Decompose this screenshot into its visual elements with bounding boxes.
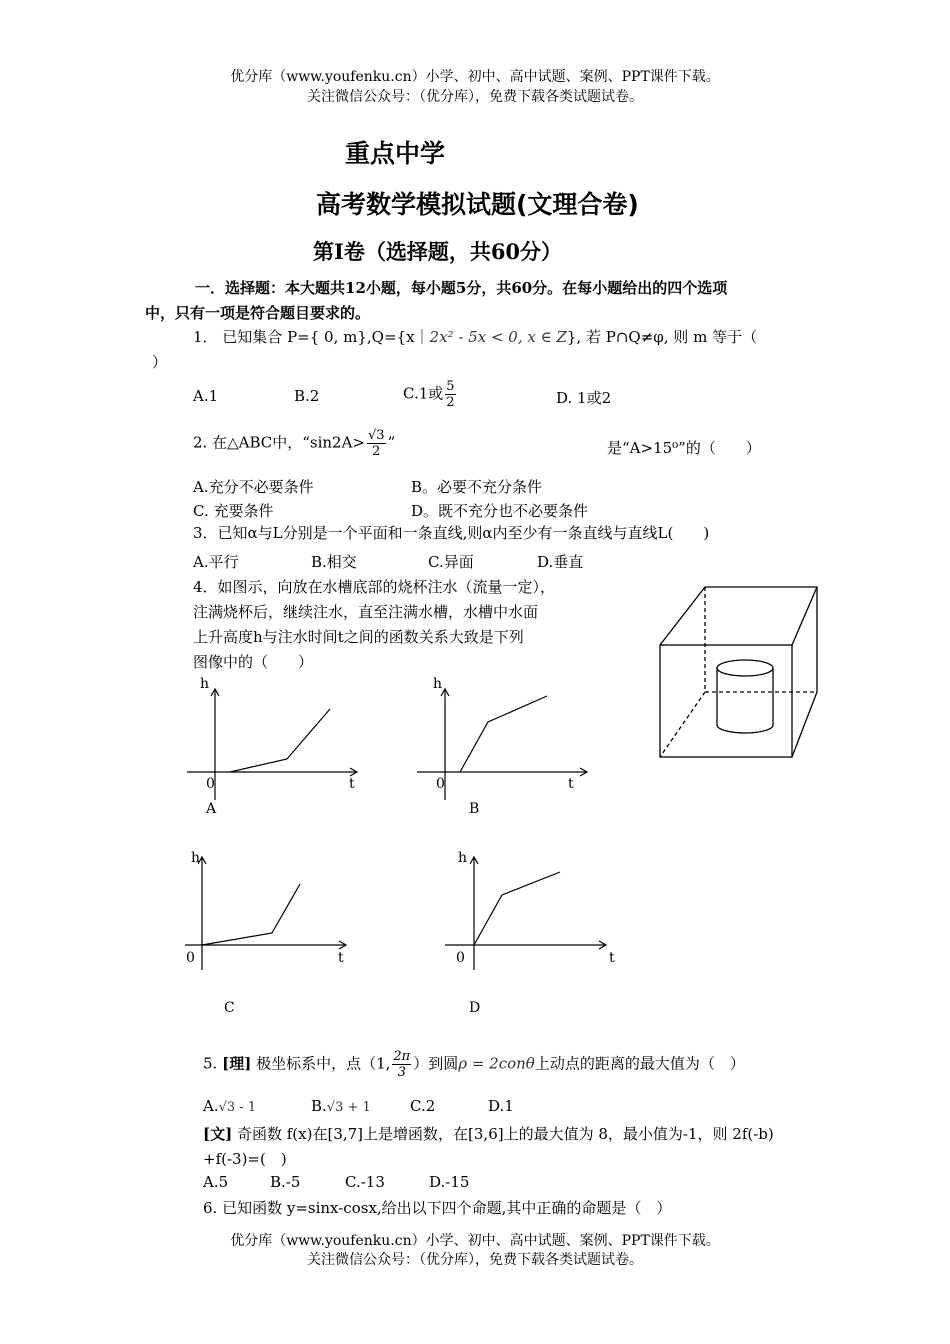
q4-line-2: 注满烧杯后，继续注水，直至注满水槽，水槽中水面 [193,603,539,621]
graph-b [410,672,610,822]
q1-option-c-denominator: 2 [446,395,455,410]
graph-a-t-label: t [349,776,355,792]
q2-fraction-denominator: 2 [372,444,381,459]
q3-option-a: A.平行 [193,553,239,571]
question-2 [193,428,395,459]
q1-option-c-numerator: 5 [446,379,455,394]
q5-number: 5. [203,1054,218,1073]
graph-b-t-label: t [568,776,574,792]
q2-option-b: B。必要不充分条件 [411,478,543,496]
q5-option-a [203,1097,256,1115]
question-6: 6. 已知函数 y=sinx-cosx,给出以下四个命题,其中正确的命题是（ ） [203,1199,672,1217]
q5-fraction-numerator: 2π [393,1049,411,1064]
q2-fraction [367,428,386,459]
q5-tag-wen: [文] [203,1125,233,1143]
instructions-line-1: 一．选择题：本大题共12小题，每小题5分，共60分。在每小题给出的四个选项 [195,279,728,297]
school-title: 重点中学 [345,139,446,168]
q1-close-paren: ） [152,353,168,371]
header-line-1: 优分库（www.youfenku.cn）小学、初中、高中试题、案例、PPT课件下载。 [230,69,720,85]
exam-title: 高考数学模拟试题(文理合卷) [316,190,639,219]
header-line-2: 关注微信公众号：（优分库），免费下载各类试题试卷。 [307,89,643,105]
graph-a [180,672,380,822]
q5-text-1: 极坐标系中，点（1, [256,1054,391,1073]
q5-tag-li: [理] [222,1054,252,1073]
q5-fraction [392,1049,411,1080]
q3-option-d: D.垂直 [537,553,584,571]
q5-fraction-denominator: 3 [397,1065,406,1080]
q4-line-3: 上升高度h与注水时间t之间的函数关系大致是下列 [193,628,524,646]
graph-d-h-label: h [458,850,468,866]
graph-a-label: A [206,801,217,817]
q5-option-b-letter: B. [311,1097,327,1115]
q1-option-d: D. 1或2 [556,389,612,407]
q5-wen-option-c: C.-13 [345,1173,385,1191]
q3-option-b: B.相交 [311,553,357,571]
q5-wen-option-b: B.-5 [270,1173,301,1191]
q5-option-a-expr: √3 - 1 [218,1100,257,1115]
q1-option-b: B.2 [294,387,320,405]
question-3: 3．已知α与L分别是一个平面和一条直线,则α内至少有一条直线与直线L( ) [193,524,710,542]
q1-option-c [403,379,458,410]
graph-c-label: C [224,1000,235,1016]
tank-top-face [660,587,817,645]
graph-b-h-label: h [433,676,443,692]
graph-d-origin: 0 [456,950,465,966]
q5-text-2: ）到圆 [413,1054,459,1073]
tank-hidden-edges [660,587,817,757]
question-5 [203,1049,745,1080]
graph-c-origin: 0 [186,950,195,966]
q5-wen-line-1 [203,1123,774,1144]
graph-c-h-label: h [191,850,201,866]
q2-text-post: ” [387,433,396,452]
graph-b-curve [460,696,547,772]
tank-right-face [792,587,817,757]
q2-option-d: D。既不充分也不必要条件 [411,502,589,520]
graph-a-h-label: h [200,676,210,692]
graph-c-curve [202,884,300,945]
graph-a-curve [230,709,330,772]
graph-d-t-label: t [609,950,615,966]
q1-option-a: A.1 [193,387,219,405]
q2-tail: 是“A>15⁰”的（ ） [607,439,761,457]
graph-c-t-label: t [338,950,344,966]
q2-option-a: A.充分不必要条件 [193,478,314,496]
q5-option-c: C.2 [410,1097,436,1115]
q4-line-4: 图像中的（ ） [193,653,314,671]
graph-c [180,848,380,978]
q2-text-pre: 2. 在△ABC中，“sin2A> [193,433,365,452]
q5-option-b [311,1097,371,1115]
beaker-icon [717,660,773,733]
q4-line-1: 4．如图示，向放在水槽底部的烧杯注水（流量一定）， [193,578,556,596]
q1-text-pre: 1． 已知集合 P={ 0, m},Q={x｜ [193,328,430,346]
instructions-line-2: 中，只有一项是符合题目要求的。 [145,304,371,322]
q5-option-a-letter: A. [203,1097,219,1115]
water-tank-figure [655,582,825,762]
q5-wen-option-a: A.5 [203,1173,229,1191]
q5-wen-option-d: D.-15 [429,1173,470,1191]
q1-option-c-fraction [445,379,455,410]
q2-fraction-numerator: √3 [368,428,385,443]
graph-b-origin: 0 [436,776,445,792]
q1-text-post: }, 若 P∩Q≠φ, 则 m 等于（ [566,328,758,346]
footer-line-2: 关注微信公众号：（优分库），免费下载各类试题试卷。 [307,1252,643,1268]
q5-wen-line-2: +f(-3)=( ) [203,1150,287,1168]
footer-line-1: 优分库（www.youfenku.cn）小学、初中、高中试题、案例、PPT课件下载。 [230,1233,720,1249]
question-1 [193,326,757,347]
q5-expression: ρ = 2conθ [458,1054,535,1073]
q1-option-c-text: C.1或 [403,384,444,403]
graph-b-label: B [469,801,480,817]
graph-a-origin: 0 [206,776,215,792]
q3-option-c: C.异面 [428,553,474,571]
q5-wen-text-1: 奇函数 f(x)在[3,7]上是增函数，在[3,6]上的最大值为 8，最小值为-1，则 2f(-b) [236,1125,774,1143]
q5-option-b-expr: √3 + 1 [326,1100,371,1115]
q5-text-3: 上动点的距离的最大值为（ ） [534,1054,745,1073]
q5-option-d: D.1 [488,1097,514,1115]
section-title: 第Ⅰ卷（选择题，共60分） [313,239,563,264]
graph-d-curve [474,872,560,945]
graph-d-label: D [469,1000,481,1016]
q1-expression: 2x² - 5x < 0, x ∈ Z [429,328,567,346]
q2-option-c: C. 充要条件 [193,502,274,520]
